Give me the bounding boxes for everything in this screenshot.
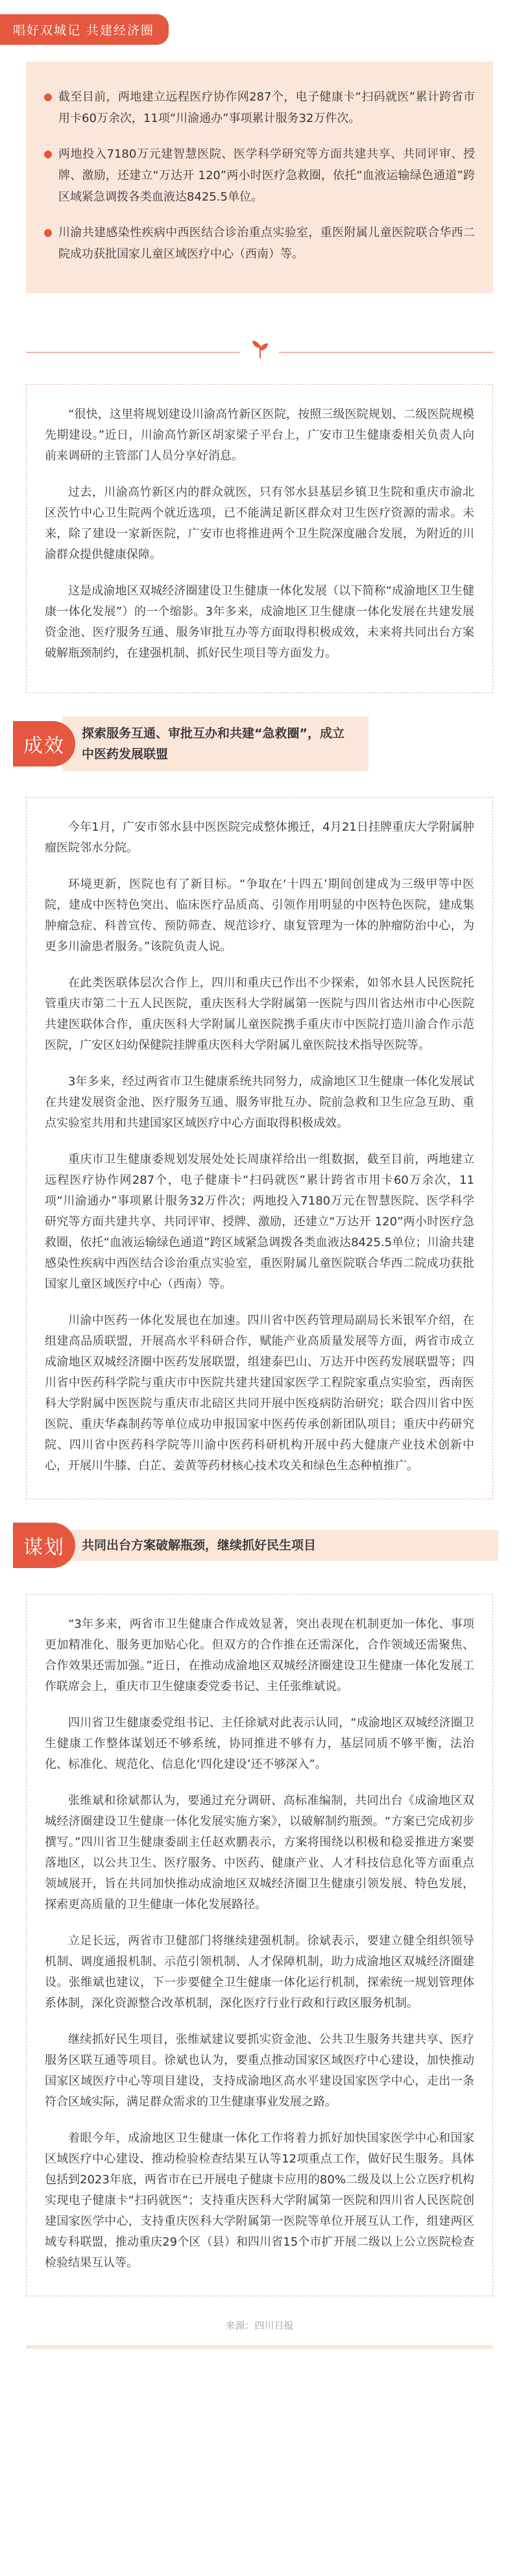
column-tag: 唱好双城记 共建经济圈: [0, 14, 169, 45]
intro-panel: [26, 384, 493, 693]
bullet-dot-icon: [44, 93, 52, 101]
paragraph: “很快，这里将规划建设川渝高竹新区医院，按照三级医院规划、二级医院规模先期建设。”近日，川渝高竹新区胡家梁子平台上，广安市卫生健康委相关负责人向前来调研的主管部门人员分享好消息。: [45, 408, 474, 463]
section-panel-planning: [26, 1594, 493, 2296]
highlight-item: [44, 222, 475, 265]
paragraph: 过去，川渝高竹新区内的群众就医，只有邻水县基层乡镇卫生院和重庆市渝北区茨竹中心卫生院两个就近选项，已不能满足新区群众对卫生医疗资源的需求。未来，除了建设一家新医院，广安市也将推进两个卫生院深度融合发展，为附近的川渝群众提供健康保障。: [45, 485, 474, 561]
highlight-item: [44, 86, 475, 129]
bullet-dot-icon: [44, 151, 52, 158]
section-title: 共同出台方案破解瓶颈，继续抓好民生项目: [62, 1530, 498, 1561]
leaf-divider: [26, 339, 493, 365]
highlight-item: [44, 143, 475, 208]
source-credit: 来源：四川日报: [225, 2320, 294, 2331]
leaf-icon: [250, 339, 271, 360]
highlight-text: 川渝共建感染性疾病中西医结合诊治重点实验室，重医附属儿童医院联合华西二院成功获批国家儿童区域医疗中心（西南）等。: [58, 226, 475, 261]
section-header-results: [13, 717, 519, 771]
paragraph: 川渝中医药一体化发展也在加速。四川省中医药管理局副局长米银军介绍，在组建高品质联盟，开展高水平科研合作，赋能产业高质量发展等方面，两省市成立成渝地区双城经济圈中医药发展联盟，组建泰巴山、万达开中医药发展联盟等；四川省中医药科学院与重庆市中医院共建共建国家医学工程院家重点实验室，西南医科大学附属中医医院与重庆市北碚区共同开展中医疫病防治研究；联合四川省中医医院、重庆华森制药等单位成功申报国家中医药传承创新团队项目；重庆中药研究院、四川省中医药科学院等川渝中医药科研机构开展中药大健康产业技术创新中心，开展川牛膝、白芷、姜黄等药材核心技术攻关和绿色生态种植推广。: [45, 1314, 474, 1473]
paragraph: 在此类医联体层次合作上，四川和重庆已作出不少探索，如邻水县人民医院托管重庆市第二十五人民医院，重庆医科大学附属第一医院与四川省达州市中心医院共建医联体合作，重庆医科大学附属儿童医院携手重庆市中医院打造川渝合作示范医院，广安区妇幼保健院挂牌重庆医科大学附属儿童医院技术指导医院等。: [45, 976, 474, 1052]
paragraph: 继续抓好民生项目，张维斌建议要抓实资金池、公共卫生服务共建共享、医疗服务区联互通等项目。徐斌也认为，要重点推动国家区域医疗中心建设，加快推动国家区域医疗中心等项目建设，支持成渝地区高水平建设国家医学中心，走出一条符合区域实际，满足群众需求的卫生健康事业发展之路。: [45, 2033, 474, 2109]
paragraph: “3年多来，两省市卫生健康合作成效显著，突出表现在机制更加一体化、事项更加精准化、服务更加贴心化。但双方的合作推在还需深化，合作领域还需聚焦、合作效果还需加强。”近日，在推动成渝地区双城经济圈建设卫生健康一体化发展工作联席会上，重庆市卫生健康委党委书记、主任张维斌说。: [45, 1617, 474, 1693]
highlight-text: 截至目前，两地建立远程医疗协作网287个，电子健康卡“扫码就医”累计跨省市用卡60万余次，11项“川渝通办”事项累计服务32万件次。: [58, 90, 475, 125]
section-badge: 成效: [13, 721, 75, 767]
paragraph: 着眼今年，成渝地区卫生健康一体化工作将着力抓好加快国家医学中心和国家区域医疗中心建设、推动检验检查结果互认等12项重点工作，做好民生服务。具体包括到2023年底，两省市在已开展电子健康卡应用的80%二级及以上公立医疗机构实现电子健康卡“扫码就医”；支持重庆医科大学附属第一医院和四川省人民医院创建国家医学中心，支持重庆医科大学附属第一医院等单位开展互认工作，组建两区域专科联盟，推动重庆29个区（县）和四川省15个市扩开展二级以上公立医院检查检验结果互认等。: [45, 2131, 474, 2270]
highlights-box: [26, 62, 493, 293]
paragraph: 3年多来，经过两省市卫生健康系统共同努力，成渝地区卫生健康一体化发展试在共建发展资金池、医疗服务互通、服务审批互办、院前急救和卫生应急互助、重点实验室共用和共建国家区域医疗中心方面取得积极成效。: [45, 1075, 474, 1130]
highlight-text: 两地投入7180万元建智慧医院、医学科学研究等方面共建共享、共同评审、授牌、激励，还建立“万达开 120”两小时医疗急救圈，依托“血液运输绿色通道”跨区域紧急调拨各类血液达8425.5单位。: [58, 147, 475, 204]
section-header-planning: [13, 1523, 519, 1568]
section-title: 探索服务互通、审批互办和共建“急救圈”，成立中医药发展联盟: [62, 717, 368, 771]
paragraph: 四川省卫生健康委党组书记、主任徐斌对此表示认同，“成渝地区双城经济圈卫生健康工作整体谋划还不够系统，协同推进不够有力，基层同质不够平衡，法治化、标准化、规范化、信息化‘四化建设’还不够深入”。: [45, 1716, 474, 1771]
divider-line: [26, 352, 240, 353]
section-panel-results: [26, 797, 493, 1499]
paragraph: 重庆市卫生健康委规划发展处处长周康祥给出一组数据，截至目前，两地建立远程医疗协作网287个，电子健康卡“扫码就医”累计跨省市用卡60万余次，11项“川渝通办”事项累计服务32万件次；两地投入7180万元在智慧医院、医学科学研究等方面共建共享、共同评审、授牌、激励，还建立“万达开 120”两小时医疗急救圈，依托“血液运输绿色通道”跨区域紧急调拨各类血液达8425.5单位；川渝共建感染性疾病中西医结合诊治重点实验室，重医附属儿童医院联合华西二院成功获批国家儿童区域医疗中心（西南）等。: [45, 1153, 474, 1291]
divider-line: [279, 352, 493, 353]
paragraph: 今年1月，广安市邻水县中医医院完成整体搬迁，4月21日挂牌重庆大学附属肿瘤医院邻水分院。: [45, 820, 474, 855]
bottom-band: [26, 2345, 493, 2349]
section-badge: 谋划: [13, 1523, 75, 1568]
paragraph: 环境更新，医院也有了新目标。“争取在‘十四五’期间创建成为三级甲等中医院，建成中医特色突出、临床医疗品质高、引领作用明显的中医特色医院，建成集肿瘤急症、科普宣传、预防筛查、规范诊疗、康复管理为一体的肿瘤防治中心，为更多川渝患者服务。”该院负责人说。: [45, 877, 474, 953]
bullet-dot-icon: [44, 229, 52, 237]
paragraph: 这是成渝地区双城经济圈建设卫生健康一体化发展（以下简称“成渝地区卫生健康一体化发展”）的一个缩影。3年多来，成渝地区卫生健康一体化发展在共建发展资金池、医疗服务互通、服务审批互办等方面取得积极成效，未来将共同出台方案破解瓶颈制约，在建强机制、抓好民生项目等方面发力。: [45, 584, 474, 660]
paragraph: 立足长远，两省市卫健部门将继续建强机制。徐斌表示，要建立健全组织领导机制、调度通报机制、示范引领机制、人才保障机制，助力成渝地区双城经济圈建设。张维斌也建议，下一步要健全卫生健康一体化运行机制，探索统一规划管理体系体制，深化资源整合改革机制，深化医疗行业行政和行政区服务机制。: [45, 1934, 474, 2010]
paragraph: 张维斌和徐斌都认为，要通过充分调研、高标准编制，共同出台《成渝地区双城经济圈建设卫生健康一体化发展实施方案》，以破解制约瓶颈。“方案已完成初步撰写。”四川省卫生健康委副主任赵欢鹏表示，方案将围绕以积极和稳妥推进方案要落地区，以公共卫生、医疗服务、中医药、健康产业、人才科技信息化等方面重点领域展开，旨在共同加快推动成渝地区双城经济圈卫生健康引领发展、特色发展，探索更高质量的卫生健康一体化发展路径。: [45, 1794, 474, 1911]
